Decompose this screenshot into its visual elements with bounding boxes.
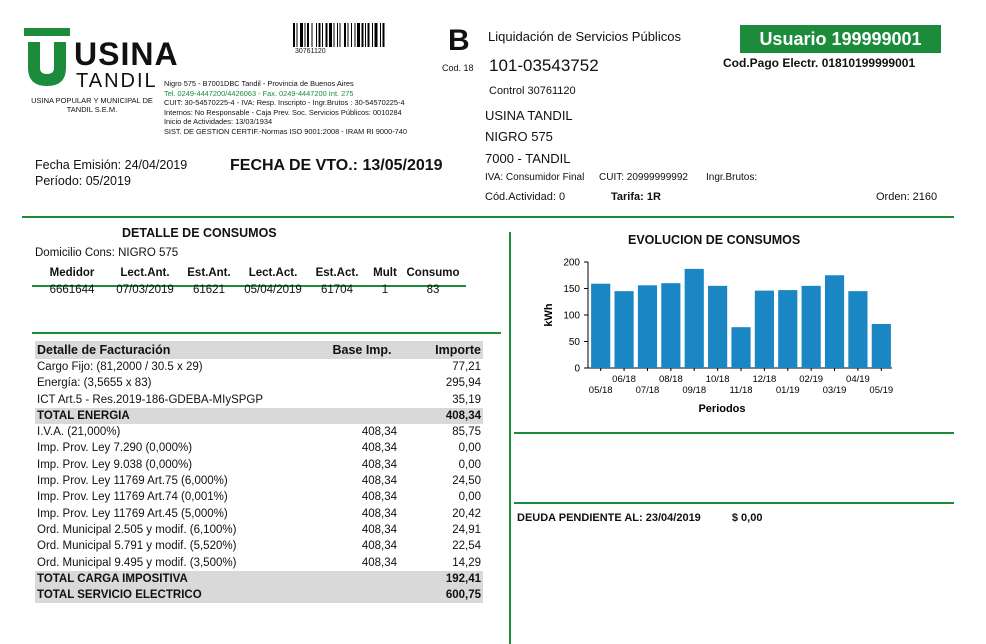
total-row	[35, 571, 483, 587]
deuda-pendiente	[517, 512, 762, 524]
x-axis-label: Periodos	[698, 403, 746, 415]
total-row	[35, 587, 483, 603]
table-row	[35, 392, 483, 408]
invoice-letter: B	[448, 24, 470, 57]
table-row	[35, 359, 483, 375]
bar	[661, 283, 680, 368]
cell: 408,34	[361, 426, 397, 439]
table-row	[35, 522, 483, 538]
cod-pago: Cod.Pago Electr. 01810199999001	[723, 56, 916, 70]
cell: Energía: (3,5655 x 83)	[37, 377, 152, 390]
cell: 408,34	[361, 507, 397, 520]
cell: 0,00	[458, 491, 481, 504]
cell: 24,50	[452, 475, 481, 488]
cell: 408,34	[361, 475, 397, 488]
bar	[591, 284, 610, 368]
due-date: FECHA DE VTO.: 13/05/2019	[230, 157, 443, 174]
table-row	[35, 489, 483, 505]
cell: 35,19	[452, 393, 481, 406]
emission-date: Fecha Emisión: 24/04/2019	[35, 158, 188, 172]
client-city: 7000 - TANDIL	[485, 151, 571, 166]
client-orden: Orden: 2160	[876, 191, 938, 203]
table-row	[35, 375, 483, 391]
cell: Ord. Municipal 5.791 y modif. (5,520%)	[37, 540, 237, 553]
col-header: Importe	[399, 341, 483, 359]
cell	[325, 408, 399, 424]
cell: 83	[426, 284, 440, 296]
x-tick-label: 03/19	[822, 385, 847, 396]
account-number: 101-03543752	[489, 56, 599, 75]
company-info	[164, 79, 454, 136]
table-row	[35, 424, 483, 440]
company-info-line: SIST. DE GESTION CERTIF.-Normas ISO 9001:2008 - IRAM RI 9000-740	[164, 126, 408, 136]
bar	[638, 285, 657, 368]
divider-chart	[514, 432, 954, 434]
cell: 24,91	[452, 523, 481, 536]
total-row	[35, 408, 483, 424]
deuda-label: DEUDA PENDIENTE AL: 23/04/2019	[517, 512, 701, 524]
table-row	[35, 555, 483, 571]
x-tick-label: 11/18	[729, 385, 753, 396]
cell: 14,29	[452, 556, 481, 569]
cell: 0,00	[458, 442, 481, 455]
fecha-emision	[35, 157, 187, 189]
client-cuit: CUIT: 20999999992	[599, 172, 688, 183]
col-header: Est.Act.	[315, 267, 359, 279]
col-header: Lect.Act.	[248, 267, 298, 279]
cell: 6661644	[49, 284, 95, 296]
col-header: Detalle de Facturación	[35, 341, 325, 359]
table-row	[35, 440, 483, 456]
y-tick-label: 50	[568, 337, 580, 348]
barcode-icon	[293, 23, 412, 47]
table-row	[35, 281, 461, 299]
client-name: USINA TANDIL	[485, 108, 573, 123]
cell: 61621	[193, 284, 225, 296]
cell: 05/04/2019	[244, 284, 302, 296]
bar	[825, 275, 844, 368]
x-tick-label: 02/19	[799, 374, 824, 385]
x-tick-label: 12/18	[752, 374, 777, 385]
cell: 408,34	[399, 408, 483, 424]
chart-title: EVOLUCION DE CONSUMOS	[628, 233, 801, 247]
bar	[685, 269, 704, 368]
cell: 85,75	[452, 426, 481, 439]
y-tick-label: 200	[563, 257, 580, 269]
client-tarifa: Tarifa: 1R	[611, 191, 661, 203]
company-info-line: CUIT: 30-54570225-4 - IVA: Resp. Inscripto - Ingr.Brutos : 30-54570225-4	[164, 98, 405, 107]
cell: Imp. Prov. Ley 11769 Art.75 (6,000%)	[37, 475, 228, 488]
x-tick-label: 05/19	[869, 385, 894, 396]
cell: Ord. Municipal 2.505 y modif. (6,100%)	[37, 523, 237, 536]
usina-logo-icon	[24, 28, 70, 86]
deuda-amount: $ 0,00	[731, 512, 763, 524]
invoice-code: Cod. 18	[442, 63, 474, 73]
y-axis-label: kWh	[543, 303, 555, 327]
x-tick-label: 09/18	[682, 385, 707, 396]
bar	[755, 291, 774, 368]
company-info-line: Nigro 575 - B7001DBC Tandil - Provincia de Buenos Aires	[164, 79, 354, 88]
x-tick-label: 10/18	[705, 374, 730, 385]
col-header: Medidor	[49, 267, 95, 279]
cell: 1	[381, 284, 389, 296]
cell: I.V.A. (21,000%)	[37, 426, 121, 439]
cell	[325, 587, 399, 603]
x-tick-label: 05/18	[588, 385, 613, 396]
consumos-title: DETALLE DE CONSUMOS	[122, 226, 277, 240]
cell	[325, 375, 399, 391]
client-iva: IVA: Consumidor Final	[485, 172, 585, 183]
x-tick-label: 07/18	[635, 385, 660, 396]
client-ingr: Ingr.Brutos:	[706, 172, 758, 183]
control-number: Control 30761120	[489, 85, 576, 97]
period: Período: 05/2019	[35, 174, 131, 188]
client-address: NIGRO 575	[485, 129, 553, 144]
col-header: Lect.Ant.	[120, 267, 170, 279]
cell: 77,21	[452, 361, 481, 373]
bar	[872, 324, 891, 368]
x-tick-label: 06/18	[612, 374, 636, 385]
col-header: Base Imp.	[325, 341, 399, 359]
bar	[802, 286, 821, 368]
table-row	[35, 538, 483, 554]
divider-top	[22, 216, 954, 218]
bar	[731, 327, 750, 368]
divider-consumos	[32, 332, 501, 334]
cell: 20,42	[452, 507, 481, 520]
cell	[325, 359, 399, 375]
consumos-header-row	[35, 265, 461, 281]
facturacion-header-row	[35, 341, 483, 359]
barcode-number: 30761120	[295, 48, 326, 55]
bar	[848, 291, 867, 368]
cell: Imp. Prov. Ley 11769 Art.45 (5,000%)	[37, 507, 228, 520]
company-info-line: Internos: No Responsable - Caja Prev. Soc. Servicios Públicos: 0010284	[164, 107, 402, 117]
logo-caption: USINA POPULAR Y MUNICIPAL DE TANDIL S.E.M.	[31, 96, 153, 114]
table-row	[35, 457, 483, 473]
cell: Imp. Prov. Ley 11769 Art.74 (0,001%)	[37, 491, 228, 504]
cell: TOTAL ENERGIA	[35, 408, 325, 424]
bar	[614, 291, 633, 368]
facturacion-table	[35, 341, 483, 603]
x-tick-label: 01/19	[775, 385, 800, 396]
cell: Imp. Prov. Ley 9.038 (0,000%)	[37, 458, 193, 471]
bar	[778, 290, 797, 368]
bar	[708, 286, 727, 368]
cell: Imp. Prov. Ley 7.290 (0,000%)	[37, 442, 193, 455]
company-info-line: Tel. 0249-4447200/4426063 - Fax. 0249-4447200 Int. 275	[164, 88, 354, 98]
logo-name: USINA	[74, 36, 179, 72]
x-tick-label: 08/18	[658, 374, 683, 385]
client-cod-actividad: Cód.Actividad: 0	[485, 191, 566, 203]
cell: 408,34	[361, 540, 397, 553]
y-tick-label: 150	[563, 284, 580, 295]
cell: Ord. Municipal 9.495 y modif. (3,500%)	[37, 556, 237, 569]
cell: 408,34	[361, 523, 397, 536]
company-info-line: Inicio de Actividades: 13/03/1934	[164, 117, 273, 126]
col-header: Consumo	[406, 267, 460, 279]
y-tick-label: 0	[574, 363, 580, 375]
table-row	[35, 506, 483, 522]
cell: 192,41	[399, 571, 483, 587]
y-tick-label: 100	[563, 310, 580, 322]
cell: 07/03/2019	[116, 284, 174, 296]
cell: ICT Art.5 - Res.2019-186-GDEBA-MIySPGP	[37, 393, 264, 406]
cell: 408,34	[361, 458, 397, 471]
cell: TOTAL CARGA IMPOSITIVA	[35, 571, 325, 587]
cell: 0,00	[458, 458, 481, 471]
divider-vertical	[509, 232, 511, 644]
consumption-chart	[530, 250, 900, 420]
document-title: Liquidación de Servicios Públicos	[488, 29, 681, 44]
cell: 22,54	[452, 540, 481, 553]
cell	[325, 571, 399, 587]
domicilio-cons: Domicilio Cons: NIGRO 575	[35, 247, 179, 259]
cell: 408,34	[361, 556, 397, 569]
logo-subtitle: TANDIL	[76, 70, 158, 92]
col-header: Mult	[373, 267, 397, 279]
consumos-table	[35, 265, 461, 299]
cell: 408,34	[361, 491, 397, 504]
divider-deuda	[514, 502, 954, 504]
table-row	[35, 473, 483, 489]
user-badge: Usuario 199999001	[740, 25, 941, 53]
cell: 61704	[321, 284, 353, 296]
cell: TOTAL SERVICIO ELECTRICO	[35, 587, 325, 603]
cell: 600,75	[399, 587, 483, 603]
x-tick-label: 04/19	[846, 374, 870, 385]
cell: Cargo Fijo: (81,2000 / 30.5 x 29)	[37, 361, 203, 373]
col-header: Est.Ant.	[187, 267, 231, 279]
cell	[325, 392, 399, 408]
cell: 295,94	[445, 377, 481, 390]
cell: 408,34	[361, 442, 397, 455]
